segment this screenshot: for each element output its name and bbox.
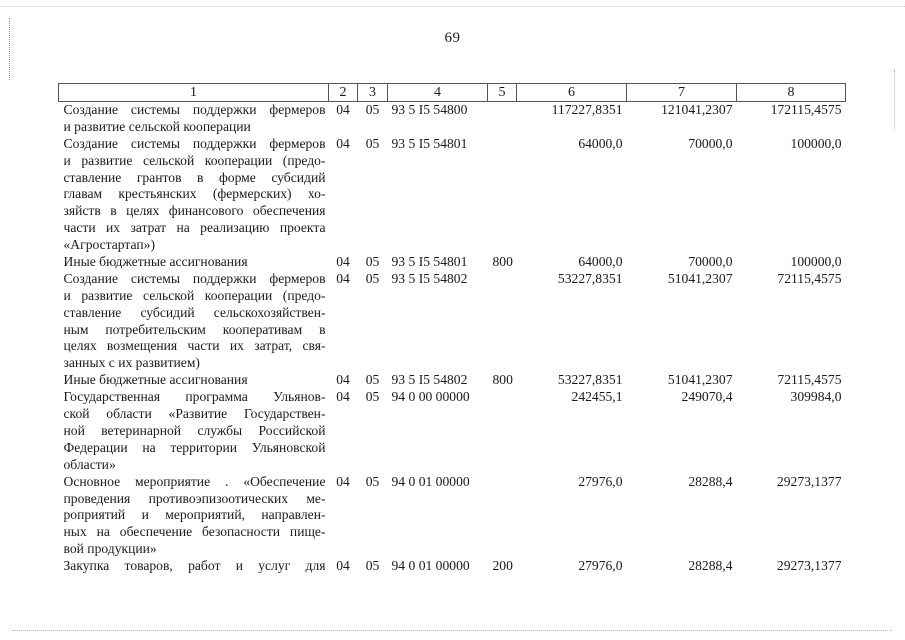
table-header (59, 84, 846, 102)
amount-col-7: 70000,0 (688, 135, 733, 151)
row-name (59, 271, 329, 372)
header-col-4: 4 (388, 84, 488, 102)
name-line: и развитие сельской кооперации (63, 118, 251, 134)
scan-edge-bottom (12, 630, 892, 632)
header-col-8: 8 (737, 84, 846, 102)
section-code: 04 (336, 558, 350, 574)
name-line: Федерации на территории Ульяновской (63, 439, 326, 455)
section-code: 04 (336, 389, 350, 405)
name-line: зяйств в целях финансового обеспечения (63, 203, 326, 219)
table-row (59, 271, 846, 372)
subsection-code: 05 (365, 254, 380, 270)
amount-col-7: 51041,2307 (667, 270, 733, 286)
amount-col-6: 27976,0 (578, 558, 623, 574)
name-line: Государственная программа Ульянов- (63, 389, 326, 405)
name-line: «Агростартап») (63, 237, 155, 253)
subsection-code: 05 (365, 389, 380, 405)
amount-col-7: 51041,2307 (667, 372, 733, 388)
target-article-code: 94 0 01 00000 (391, 558, 470, 574)
name-line: главам крестьянских (фермерских) хо- (63, 186, 326, 202)
name-line: области» (63, 456, 116, 472)
table-row (59, 474, 846, 558)
name-line: Основное мероприятие . «Обеспечение (63, 473, 326, 489)
name-line: ской области «Развитие Государствен- (63, 406, 326, 422)
row-name (59, 254, 329, 271)
amount-col-6: 117227,8351 (551, 102, 623, 117)
name-line: части их затрат на реализацию проекта (63, 220, 326, 236)
row-name (59, 389, 329, 473)
amount-col-6: 27976,0 (578, 473, 623, 489)
name-line: вой продукции» (63, 541, 157, 557)
header-col-1: 1 (59, 84, 329, 102)
name-line: ставление субсидий сельскохозяйствен- (63, 304, 326, 320)
header-col-7: 7 (627, 84, 737, 102)
target-article-code: 94 0 00 00000 (391, 389, 470, 405)
name-line: ных на обеспечение безопасности пище- (63, 524, 326, 540)
table-row (59, 254, 846, 271)
amount-col-8: 29273,1377 (776, 473, 842, 489)
section-code: 04 (336, 102, 350, 117)
name-line: и развитие сельской кооперации (предо- (63, 152, 326, 168)
target-article-code: 93 5 I5 54800 (391, 102, 468, 117)
section-code: 04 (336, 270, 350, 286)
budget-table (58, 83, 846, 575)
name-line: занных с их развитием) (63, 355, 200, 371)
table-row (59, 558, 846, 575)
name-line: целях возмещения части их затрат, свя- (63, 338, 326, 354)
row-name (59, 558, 329, 575)
subsection-code: 05 (365, 135, 380, 151)
name-line: Иные бюджетные ассигнования (63, 254, 248, 270)
section-code: 04 (336, 135, 350, 151)
name-line: Создание системы поддержки фермеров (63, 135, 326, 151)
section-code: 04 (336, 473, 350, 489)
target-article-code: 93 5 I5 54802 (391, 270, 468, 286)
name-line: Создание системы поддержки фермеров (63, 270, 326, 286)
amount-col-7: 121041,2307 (661, 102, 733, 117)
expense-type-code (488, 102, 517, 136)
amount-col-8: 100000,0 (790, 135, 842, 151)
header-col-2: 2 (329, 84, 358, 102)
amount-col-8: 100000,0 (790, 254, 842, 270)
scan-edge-right (894, 70, 896, 130)
expense-type-code: 800 (492, 254, 513, 270)
row-name (59, 474, 329, 558)
section-code: 04 (336, 372, 350, 388)
name-line: проведения противоэпизоотических ме- (63, 490, 326, 506)
amount-col-6: 53227,8351 (557, 270, 623, 286)
table-row (59, 372, 846, 389)
header-col-5: 5 (488, 84, 517, 102)
name-line: и развитие сельской кооперации (предо- (63, 287, 326, 303)
target-article-code: 93 5 I5 54801 (391, 135, 468, 151)
target-article-code: 93 5 I5 54802 (391, 372, 468, 388)
header-col-3: 3 (358, 84, 388, 102)
header-col-6: 6 (517, 84, 627, 102)
table-row (59, 136, 846, 254)
subsection-code: 05 (365, 473, 380, 489)
name-line: Закупка товаров, работ и услуг для (63, 558, 326, 574)
amount-col-8: 72115,4575 (777, 270, 842, 286)
amount-col-8: 172115,4575 (770, 102, 842, 117)
amount-col-6: 242455,1 (571, 389, 623, 405)
scan-edge-top (0, 6, 905, 8)
name-line: ным потребительским кооперативам в (63, 321, 326, 337)
amount-col-7: 28288,4 (688, 473, 733, 489)
section-code: 04 (336, 254, 350, 270)
table-row (59, 389, 846, 473)
subsection-code: 05 (365, 270, 380, 286)
amount-col-7: 249070,4 (681, 389, 733, 405)
amount-col-7: 28288,4 (688, 558, 733, 574)
name-line: Создание системы поддержки фермеров (63, 102, 326, 117)
target-article-code: 94 0 01 00000 (391, 473, 470, 489)
amount-col-8: 29273,1377 (776, 558, 842, 574)
target-article-code: 93 5 I5 54801 (391, 254, 468, 270)
table-body (59, 102, 846, 575)
table-row (59, 102, 846, 136)
header-row (59, 84, 846, 102)
row-name (59, 102, 329, 136)
amount-col-6: 53227,8351 (557, 372, 623, 388)
name-line: Иные бюджетные ассигнования (63, 372, 248, 388)
expense-type-code (488, 136, 517, 254)
name-line: ставление грантов в форме субсидий (63, 169, 326, 185)
expense-type-code (488, 271, 517, 372)
expense-type-code (488, 389, 517, 473)
expense-type-code (488, 474, 517, 558)
name-line: ной ветеринарной службы Российской (63, 422, 326, 438)
amount-col-7: 70000,0 (688, 254, 733, 270)
scan-edge-left (9, 18, 11, 80)
amount-col-6: 64000,0 (578, 135, 623, 151)
amount-col-6: 64000,0 (578, 254, 623, 270)
row-name (59, 372, 329, 389)
amount-col-8: 72115,4575 (777, 372, 842, 388)
name-line: роприятий и мероприятий, направлен- (63, 507, 326, 523)
subsection-code: 05 (365, 372, 380, 388)
row-name (59, 136, 329, 254)
subsection-code: 05 (365, 558, 380, 574)
subsection-code: 05 (365, 102, 380, 117)
expense-type-code: 800 (492, 372, 513, 388)
page-number: 69 (444, 30, 461, 46)
amount-col-8: 309984,0 (790, 389, 842, 405)
expense-type-code: 200 (492, 558, 513, 574)
